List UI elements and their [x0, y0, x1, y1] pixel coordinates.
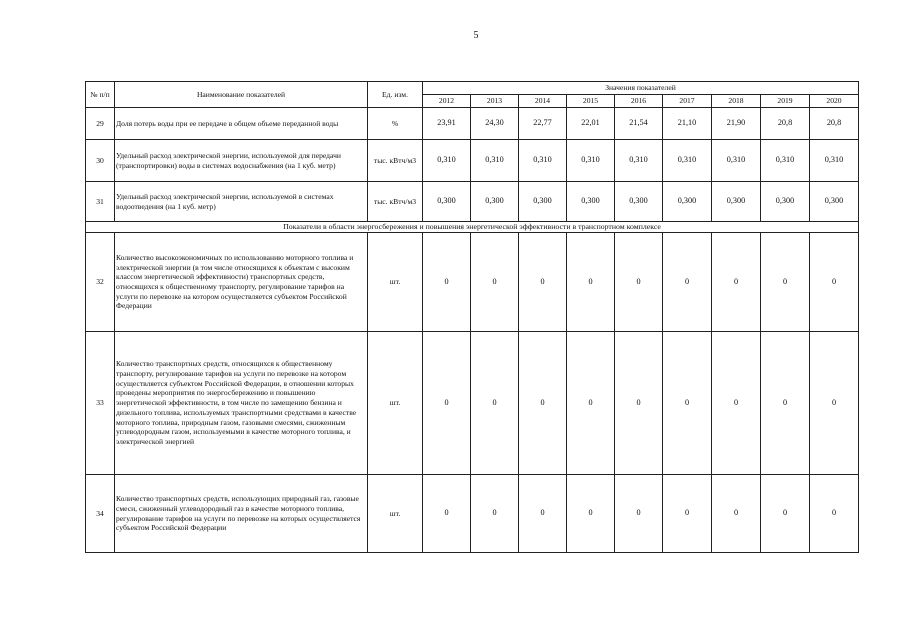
header-year: 2020 — [810, 95, 859, 108]
value-cell: 0,300 — [761, 182, 810, 222]
row-unit: тыс. кВтч/м3 — [368, 140, 423, 182]
value-cell: 0 — [761, 233, 810, 332]
value-cell: 0,310 — [615, 140, 663, 182]
header-year: 2019 — [761, 95, 810, 108]
value-cell: 0 — [519, 233, 567, 332]
row-unit: шт. — [368, 332, 423, 475]
value-cell: 22,77 — [519, 108, 567, 140]
value-cell: 0 — [712, 332, 761, 475]
row-unit: % — [368, 108, 423, 140]
header-year: 2018 — [712, 95, 761, 108]
value-cell: 0,310 — [761, 140, 810, 182]
page-number: 5 — [473, 30, 479, 41]
value-cell: 0 — [761, 332, 810, 475]
row-name: Количество высокоэкономичных по использованию моторного топлива и электрической энергии (в том числе относящихся к объектам с высоким классом энергетической эффективности) транспортных средств, относящихся к общественному транспорту, регулирование тарифов на услуги по перевозке на котором осуществляется субъектом Российской Федерации — [115, 233, 368, 332]
row-number: 31 — [86, 182, 115, 222]
row-unit: шт. — [368, 475, 423, 553]
table-row — [86, 108, 859, 140]
value-cell: 0,310 — [423, 140, 471, 182]
row-name: Количество транспортных средств, относящихся к общественному транспорту, регулирование тарифов на услуги по перевозке на котором осуществляется субъектом Российской Федерации, в отношении которых проведены мероприятия по энергосбережению и повышению энергетической эффективности, в том числе по замещению бензина и дизельного топлива, используемых транспортными средствами в качестве моторного топлива, природным газом, газовыми смесями, сжиженным углеводородным газом, используемыми в качестве моторного топлива, и электрической энергией — [115, 332, 368, 475]
section-row — [86, 222, 859, 233]
row-number: 32 — [86, 233, 115, 332]
header-name: Наименование показателей — [115, 82, 368, 108]
table-row — [86, 233, 859, 332]
value-cell: 23,91 — [423, 108, 471, 140]
header-num: № п/п — [86, 82, 115, 108]
header-year: 2012 — [423, 95, 471, 108]
row-name: Удельный расход электрической энергии, используемой для передачи (транспортировки) воды в системах водоснабжения (на 1 куб. метр) — [115, 140, 368, 182]
value-cell: 0 — [423, 475, 471, 553]
row-number: 29 — [86, 108, 115, 140]
value-cell: 24,30 — [471, 108, 519, 140]
row-number: 33 — [86, 332, 115, 475]
header-year: 2015 — [567, 95, 615, 108]
value-cell: 0 — [810, 332, 859, 475]
value-cell: 21,90 — [712, 108, 761, 140]
value-cell: 21,10 — [663, 108, 712, 140]
header-values: Значения показателей — [423, 82, 859, 95]
value-cell: 0 — [423, 233, 471, 332]
value-cell: 0 — [423, 332, 471, 475]
value-cell: 0,310 — [810, 140, 859, 182]
value-cell: 0 — [615, 233, 663, 332]
value-cell: 0 — [810, 475, 859, 553]
value-cell: 0 — [471, 233, 519, 332]
value-cell: 0 — [663, 332, 712, 475]
value-cell: 0 — [519, 475, 567, 553]
value-cell: 0 — [712, 233, 761, 332]
table-row — [86, 475, 859, 553]
table-row — [86, 140, 859, 182]
value-cell: 0 — [519, 332, 567, 475]
value-cell: 20,8 — [761, 108, 810, 140]
header-year: 2013 — [471, 95, 519, 108]
value-cell: 0 — [712, 475, 761, 553]
value-cell: 0 — [567, 475, 615, 553]
value-cell: 0,300 — [471, 182, 519, 222]
row-name: Удельный расход электрической энергии, используемой в системах водоотведения (на 1 куб. метр) — [115, 182, 368, 222]
table-row — [86, 182, 859, 222]
value-cell: 0,300 — [423, 182, 471, 222]
value-cell: 0 — [663, 233, 712, 332]
value-cell: 0,310 — [519, 140, 567, 182]
value-cell: 0 — [567, 233, 615, 332]
value-cell: 0 — [471, 332, 519, 475]
value-cell: 0,310 — [471, 140, 519, 182]
row-name: Доля потерь воды при ее передаче в общем объеме переданной воды — [115, 108, 368, 140]
indicators-table — [85, 81, 859, 553]
value-cell: 0,300 — [567, 182, 615, 222]
value-cell: 21,54 — [615, 108, 663, 140]
value-cell: 0,310 — [567, 140, 615, 182]
value-cell: 0,300 — [615, 182, 663, 222]
row-name: Количество транспортных средств, использующих природный газ, газовые смеси, сжиженный углеводородный газ в качестве моторного топлива, регулирование тарифов на услуги по перевозке на которых осуществляется субъектом Российской Федерации — [115, 475, 368, 553]
value-cell: 0 — [810, 233, 859, 332]
value-cell: 0,310 — [712, 140, 761, 182]
value-cell: 20,8 — [810, 108, 859, 140]
value-cell: 0 — [761, 475, 810, 553]
header-unit: Ед. изм. — [368, 82, 423, 108]
row-unit: шт. — [368, 233, 423, 332]
value-cell: 0 — [615, 332, 663, 475]
value-cell: 22,01 — [567, 108, 615, 140]
value-cell: 0,300 — [712, 182, 761, 222]
section-title: Показатели в области энергосбережения и повышения энергетической эффективности в транспортном комплексе — [86, 222, 859, 233]
value-cell: 0,300 — [663, 182, 712, 222]
value-cell: 0 — [567, 332, 615, 475]
value-cell: 0,310 — [663, 140, 712, 182]
row-unit: тыс. кВтч/м3 — [368, 182, 423, 222]
header-year: 2016 — [615, 95, 663, 108]
row-number: 34 — [86, 475, 115, 553]
header-year: 2014 — [519, 95, 567, 108]
value-cell: 0 — [471, 475, 519, 553]
row-number: 30 — [86, 140, 115, 182]
table-row — [86, 332, 859, 475]
value-cell: 0 — [615, 475, 663, 553]
value-cell: 0 — [663, 475, 712, 553]
value-cell: 0,300 — [519, 182, 567, 222]
header-year: 2017 — [663, 95, 712, 108]
value-cell: 0,300 — [810, 182, 859, 222]
